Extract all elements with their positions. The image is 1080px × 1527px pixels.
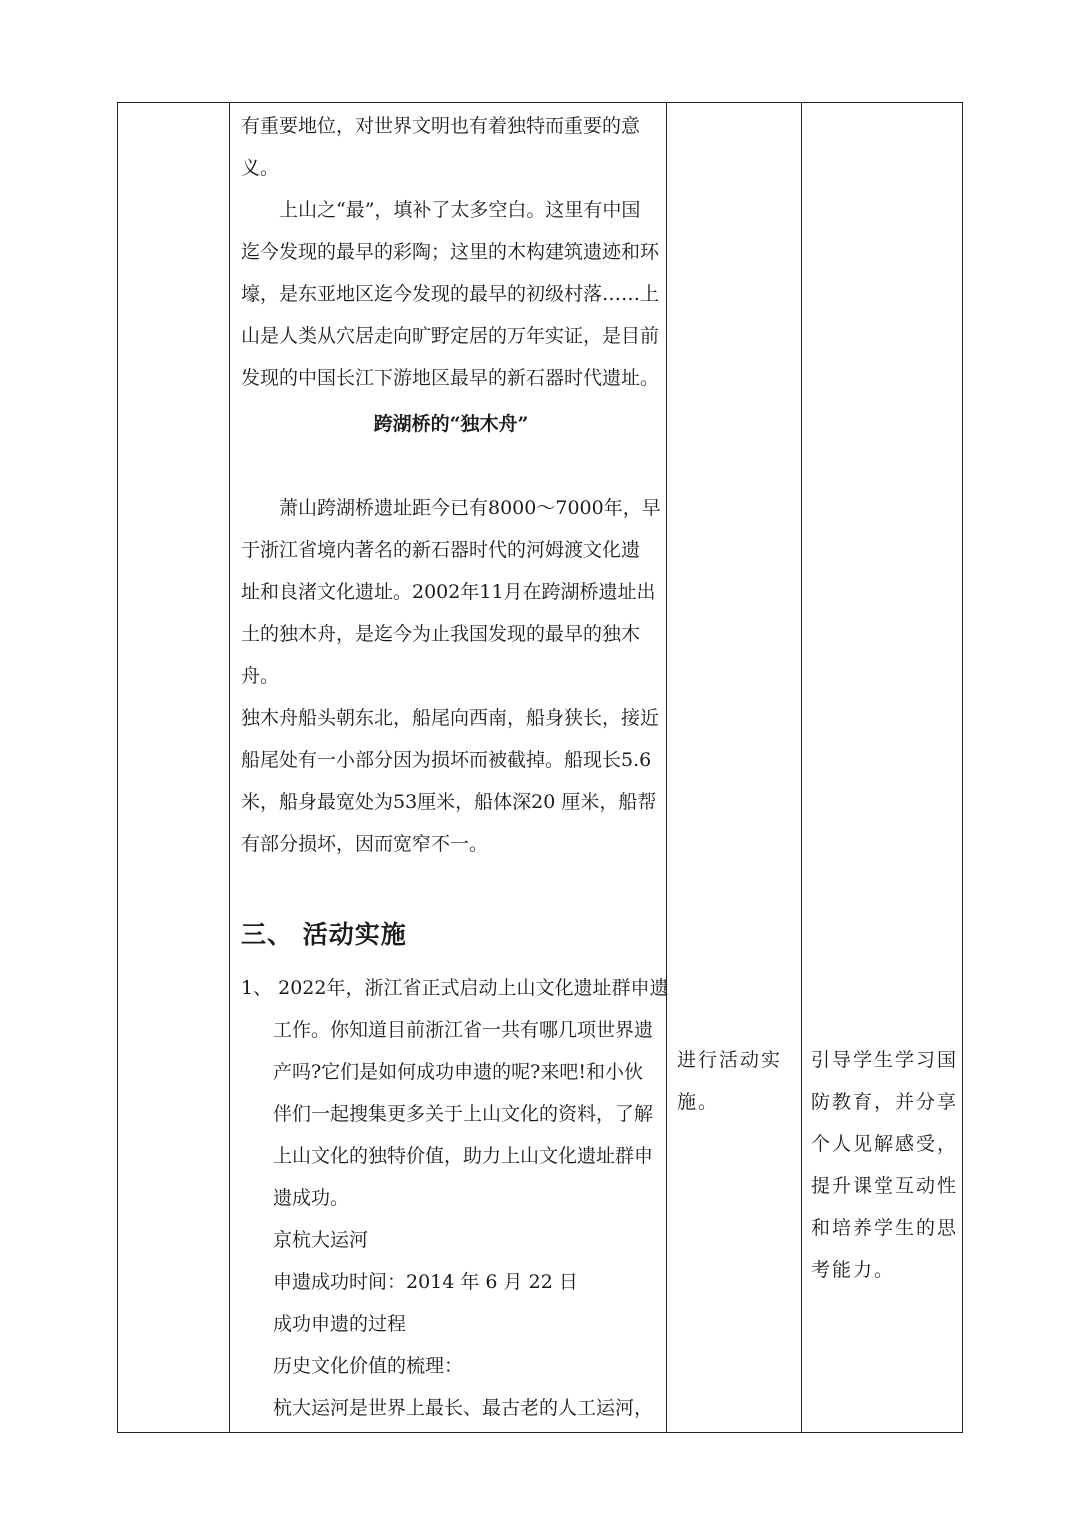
- text-line: 防教育，并分享: [811, 1091, 959, 1113]
- text-line: 杭大运河是世界上最长、最古老的人工运河，: [273, 1397, 654, 1419]
- text-line: 壕，是东亚地区迄今发现的最早的初级村落……上: [241, 283, 660, 305]
- text-line: 迄今发现的最早的彩陶；这里的木构建筑遗迹和环: [241, 241, 660, 263]
- paragraph-kuahuqiao: [241, 487, 661, 865]
- text-line: 义。: [241, 157, 280, 179]
- text-line: 上山之“最”，填补了太多空白。这里有中国: [279, 199, 641, 221]
- text-line: 进行活动实: [677, 1049, 783, 1071]
- text-line: 工作。你知道目前浙江省一共有哪几项世界遗: [273, 1019, 654, 1041]
- teacher-activity-column: [677, 1039, 797, 1123]
- text-line: 京杭大运河: [273, 1229, 369, 1251]
- text-line: 于浙江省境内著名的新石器时代的河姆渡文化遗: [241, 539, 641, 561]
- text-line: 申遗成功时间：2014 年 6 月 22 日: [273, 1271, 578, 1293]
- subtitle-canoe: 跨湖桥的“独木舟”: [373, 413, 529, 435]
- text-line: 提升课堂互动性: [811, 1175, 959, 1197]
- text-line: 独木舟船头朝东北，船尾向西南，船身狭长，接近: [241, 707, 660, 729]
- text-line: 成功申遗的过程: [273, 1313, 407, 1335]
- text-line: 萧山跨湖桥遗址距今已有8000～7000年，早: [279, 497, 661, 519]
- section-heading: 三、 活动实施: [241, 920, 407, 949]
- text-line: 土的独木舟，是迄今为止我国发现的最早的独木: [241, 623, 641, 645]
- text-line: 引导学生学习国: [811, 1049, 959, 1071]
- text-line: 施。: [677, 1091, 720, 1113]
- column-divider-3: [801, 103, 802, 1432]
- text-line: 和培养学生的思: [811, 1217, 959, 1239]
- text-line: 址和良渚文化遗址。2002年11月在跨湖桥遗址出: [241, 581, 656, 603]
- text-line: 船尾处有一小部分因为损坏而被截掉。船现长5.6: [241, 749, 652, 771]
- text-line: 发现的中国长江下游地区最早的新石器时代遗址。: [241, 367, 660, 389]
- text-line: 产吗?它们是如何成功申遗的呢?来吧!和小伙: [273, 1061, 644, 1083]
- lesson-plan-table: [117, 102, 963, 1433]
- text-line: 历史文化价值的梳理：: [273, 1355, 464, 1377]
- text-line: 有重要地位，对世界文明也有着独特而重要的意: [241, 115, 641, 137]
- text-line: 伴们一起搜集更多关于上山文化的资料，了解: [273, 1103, 654, 1125]
- text-line: 上山文化的独特价值，助力上山文化遗址群申: [273, 1145, 654, 1167]
- text-line: 考能力。: [811, 1259, 896, 1281]
- text-line: 有部分损坏，因而宽窄不一。: [241, 833, 489, 855]
- text-line: 米，船身最宽处为53厘米，船体深20 厘米，船帮: [241, 791, 657, 813]
- text-line: 1、 2022年，浙江省正式启动上山文化遗址群申遗: [241, 977, 669, 999]
- text-line: 个人见解感受，: [811, 1133, 959, 1155]
- activity-item-1: [241, 967, 668, 1429]
- paragraph-significance: [241, 105, 640, 189]
- text-line: 山是人类从穴居走向旷野定居的万年实证，是目前: [241, 325, 660, 347]
- paragraph-shangshan: [241, 189, 659, 399]
- column-divider-1: [229, 103, 230, 1432]
- text-line: 遗成功。: [273, 1187, 350, 1209]
- design-intent-column: [811, 1039, 959, 1291]
- text-line: 舟。: [241, 665, 280, 687]
